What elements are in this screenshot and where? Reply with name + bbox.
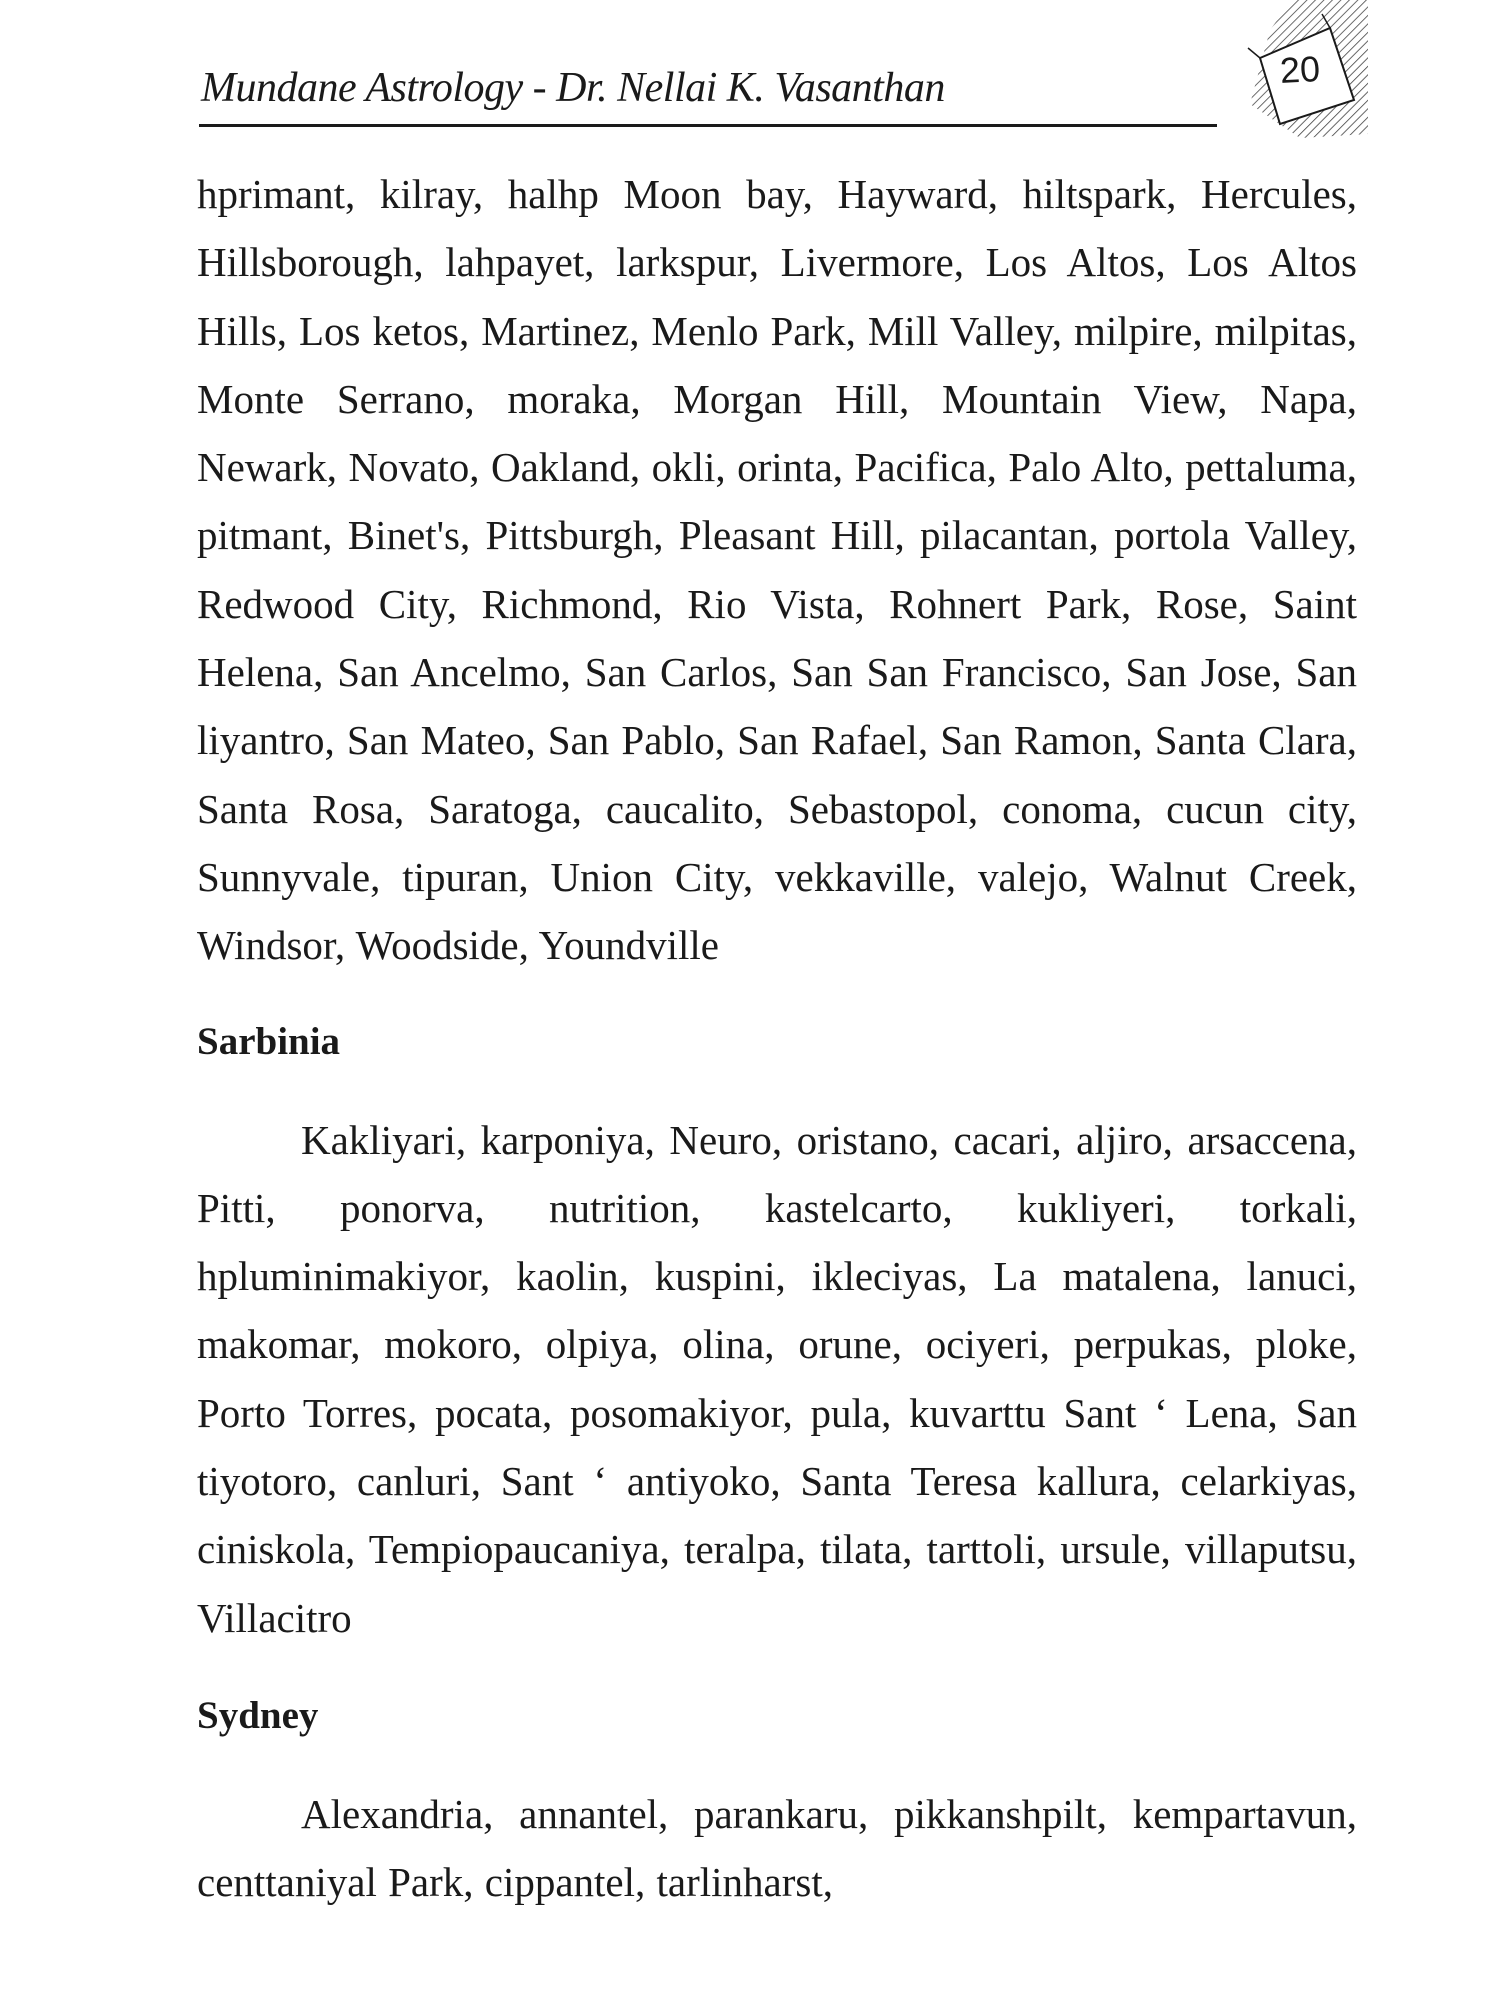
page-body: [197, 160, 1357, 1917]
running-header: [199, 44, 1217, 127]
sarbinia-place-list: Kakliyari, karponiya, Neuro, oristano, cacari, aljiro, arsaccena, Pitti, ponorva, nutrition, kastelcarto, kukliyeri, torkali, hpluminimakiyor, kaolin, kuspini, ikleciyas, La matalena, lanuci, makomar, mokoro, olpiya, olina, orune, ociyeri, perpukas, ploke, Porto Torres, pocata, posomakiyor, pula, kuvarttu Sant ‘ Lena, San tiyotoro, canluri, Sant ‘ antiyoko, Santa Teresa kallura, celarkiyas, ciniskola, Tempiopaucaniya, teralpa, tilata, tarttoli, ursule, villaputsu, Villacitro: [197, 1116, 1357, 1641]
section-heading-sarbinia: Sarbinia: [197, 1019, 341, 1063]
section-heading-sydney: Sydney: [197, 1693, 319, 1737]
california-place-list: hprimant, kilray, halhp Moon bay, Hayward, hiltspark, Hercules, Hillsborough, lahpayet, larkspur, Livermore, Los Altos, Los Altos Hills, Los ketos, Martinez, Menlo Park, Mill Valley, milpire, milpitas, Monte Serrano, moraka, Morgan Hill, Mountain View, Napa, Newark, Novato, Oakland, okli, orinta, Pacifica, Palo Alto, pettaluma, pitmant, Binet's, Pittsburgh, Pleasant Hill, pilacantan, portola Valley, Redwood City, Richmond, Rio Vista, Rohnert Park, Rose, Saint Helena, San Ancelmo, San Carlos, San San Francisco, San Jose, San liyantro, San Mateo, San Pablo, San Rafael, San Ramon, Santa Clara, Santa Rosa, Saratoga, caucalito, Sebastopol, conoma, cucun city, Sunnyvale, tipuran, Union City, vekkaville, valejo, Walnut Creek, Windsor, Woodside, Youndville: [197, 171, 1357, 969]
page-number: 20: [1278, 47, 1322, 92]
book-title: Mundane Astrology - Dr. Nellai K. Vasanthan: [201, 65, 945, 111]
sydney-place-list: Alexandria, annantel, parankaru, pikkanshpilt, kempartavun, centtaniyal Park, cippantel, tarlinharst,: [197, 1790, 1357, 1906]
page-number-badge: [1230, 0, 1370, 140]
